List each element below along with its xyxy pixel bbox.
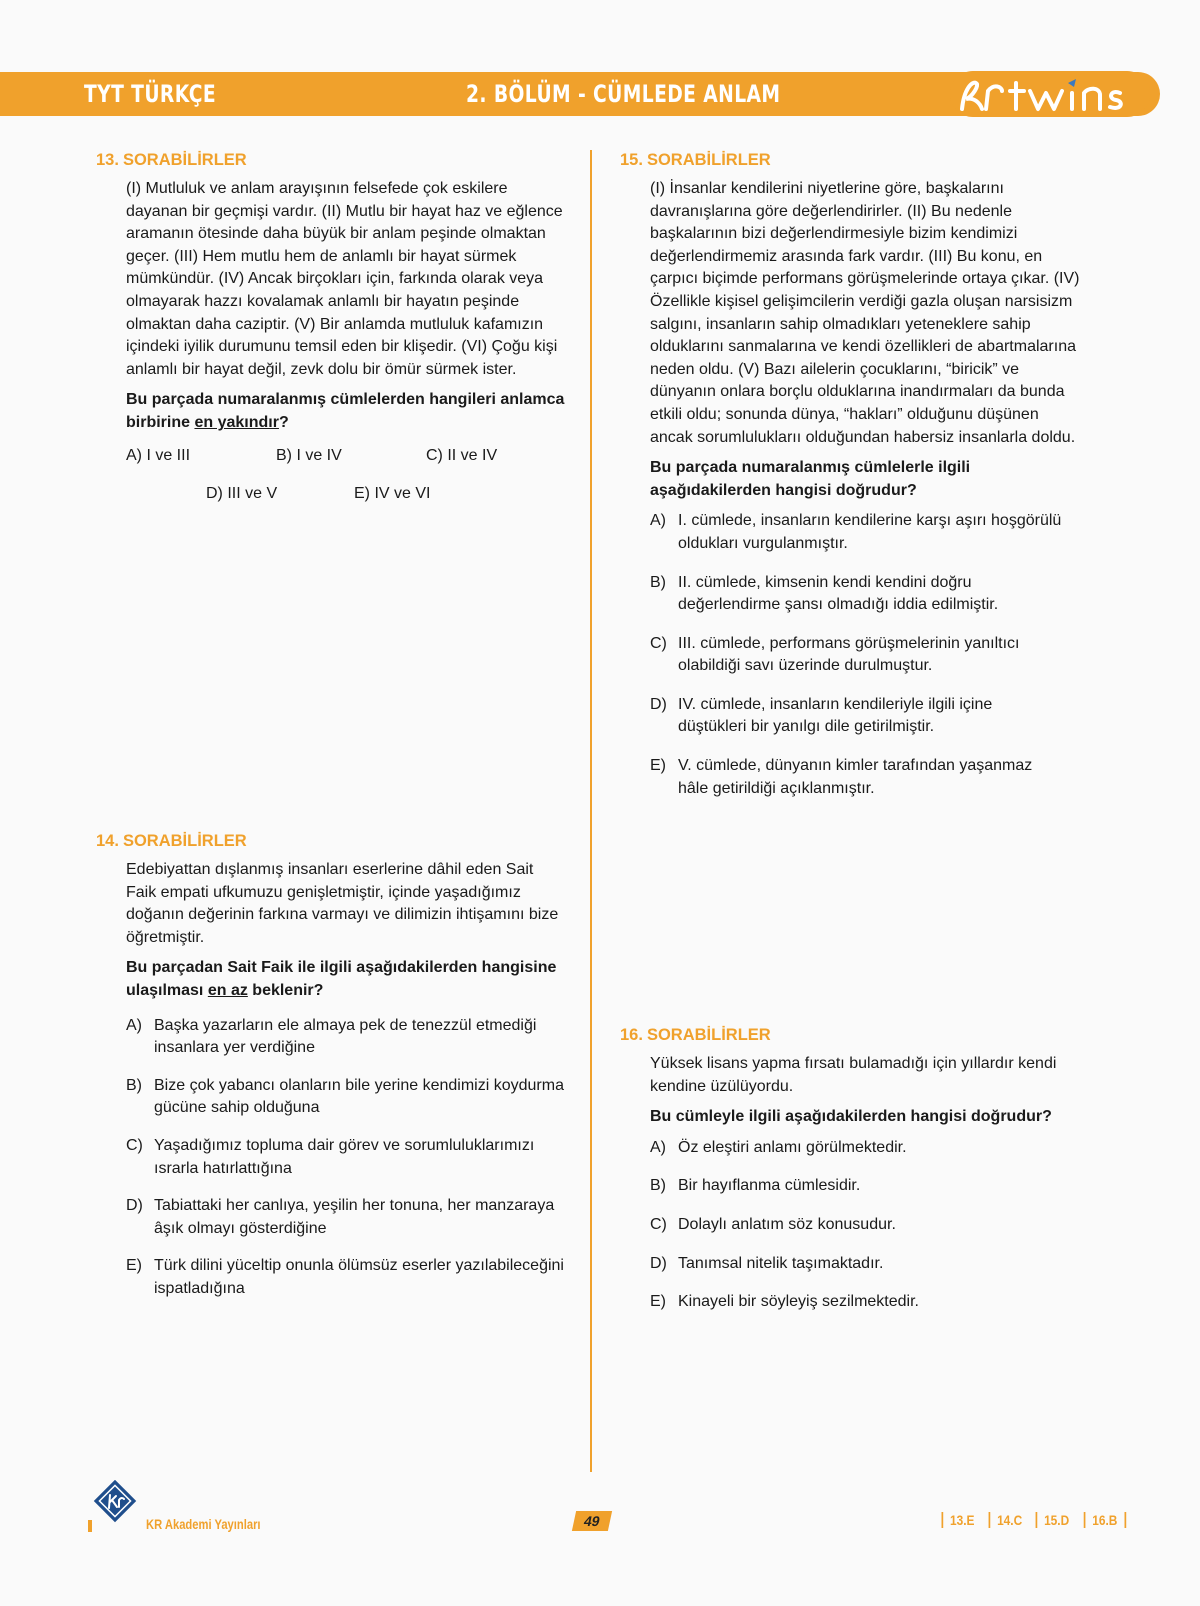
option-d[interactable]: D) III ve V: [206, 484, 278, 502]
question-16-header: [620, 1026, 1098, 1045]
kr-akademi-logo: [88, 1480, 138, 1532]
question-15-header: [620, 151, 1098, 170]
kr-twins-logo: [950, 69, 1150, 119]
option-d[interactable]: D) IV. cümlede, insanların kendileriyle ilgili içine düştükleri bir yanılgı dile getirilmiştir.: [650, 695, 993, 736]
option-d[interactable]: D) Tabiattaki her canlıya, yeşilin her tonuna, her manzaraya âşık olmayı gösterdiğine: [126, 1197, 555, 1237]
sorabilirler-tag: SORABİLİRLER: [646, 151, 771, 169]
question-16-options: [620, 1137, 1098, 1314]
option-c[interactable]: C) Dolaylı anlatım söz konusudur.: [650, 1215, 896, 1233]
question-15-stem: Bu parçada numaralanmış cümlelerle ilgili aşağıdakilerden hangisi doğrudur?: [650, 459, 971, 499]
question-16-passage: Yüksek lisans yapma fırsatı bulamadığı için yıllardır kendi kendine üzülüyordu.: [650, 1055, 1057, 1095]
option-b[interactable]: B) Bize çok yabancı olanların bile yerine kendimizi koydurma gücüne sahip olduğuna: [126, 1076, 564, 1117]
page-number: 49: [572, 1511, 612, 1531]
publisher-name: KR Akademi Yayınları: [146, 1516, 261, 1532]
option-a[interactable]: A) I ve III: [126, 446, 191, 464]
subject-title: TYT TÜRKÇE: [84, 80, 217, 108]
answer-15: 15.D: [1036, 1512, 1076, 1528]
answer-16: 16.B: [1084, 1512, 1126, 1528]
page-header-bar: [0, 72, 1160, 116]
question-13-passage: (I) Mutluluk ve anlam arayışının felsefede çok eskilere dayanan bir geçmişi vardır. (II) Mutlu bir hayat haz ve eğlence aramanın ötesinde daha büyük bir anlam peşinde olmaktan geçer. (III) Hem mutlu hem de anlamlı bir hayat sürmek mümkündür. (IV) Ancak birçokları için, farkında olarak veya olmayarak hazzı kovalamak anlamlı bir hayatın peşinde olmaktan daha caziptir. (V) Bir anlamda mutluluk kafamızın içindeki iyilik durumunu temsil eden bir klişedir. (VI) Çoğu kişi anlamlı bir hayat değil, zevk dolu bir ömür sürmek ister.: [126, 180, 563, 378]
answer-14: 14.C: [988, 1512, 1028, 1528]
option-c[interactable]: C) III. cümlede, performans görüşmelerinin yanıltıcı olabildiği savı üzerinde durulmuştur.: [650, 634, 1020, 675]
option-c[interactable]: C) II ve IV: [426, 446, 498, 464]
sorabilirler-tag: SORABİLİRLER: [646, 1026, 771, 1044]
question-15: [620, 151, 1098, 800]
option-d[interactable]: D) Tanımsal nitelik taşımaktadır.: [650, 1254, 884, 1272]
question-13-number: 13.: [96, 151, 119, 169]
question-14-passage: Edebiyattan dışlanmış insanları eserlerine dâhil eden Sait Faik empati ufkumuzu genişletmiştir, içinde yaşadığımız doğanın değerinin farkına varmayı ve dilimizin ihtişamını bize öğretmiştir.: [126, 861, 559, 946]
option-e[interactable]: E) Türk dilini yüceltip onunla ölümsüz eserler yazılabileceğini ispatladığına: [126, 1257, 564, 1297]
question-13-header: [96, 151, 566, 170]
question-14-stem: Bu parçadan Sait Faik ile ilgili aşağıdakilerden hangisine ulaşılması en az beklenir?: [126, 959, 557, 999]
option-a[interactable]: A) Başka yazarların ele almaya pek de tenezzül etmediği insanlara yer verdiğine: [126, 1016, 537, 1057]
option-b[interactable]: B) II. cümlede, kimsenin kendi kendini doğru değerlendirme şansı olmadığı iddia edilmiştir.: [650, 573, 999, 614]
question-15-passage: (I) İnsanlar kendilerini niyetlerine göre, başkalarını davranışlarına göre değerlendirirler. (II) Bu nedenle başkalarının bizi değerlendirmesiyle bizim kendimizi değerlendirmemiz arasında fark vardır. (III) Bu konu, en çarpıcı biçimde performans görüşmelerinde ortaya çıkar. (IV) Özellikle kişisel gelişimcilerin verdiği gazla oluşan narsisizm salgını, insanların sahip olmadıkları yeteneklere sahip olduklarını sanmalarına ve kendi özellikleri de abartmalarına neden oldu. (V) Bazı ailelerin çocuklarını, “biricik” ve dünyanın onlara borçlu olduklarına inandırmaları da bunda etkili oldu; sonunda dünya, “hakları” olduğunu düşünen ancak sorumluluklarıı olduğundan habersiz insanlarla doldu.: [650, 180, 1080, 446]
question-14: [96, 832, 574, 1301]
option-a[interactable]: A) I. cümlede, insanların kendilerine karşı aşırı hoşgörülü oldukları vurgulanmıştır.: [650, 512, 1062, 552]
question-16: [620, 1026, 1098, 1314]
option-b[interactable]: B) I ve IV: [276, 446, 342, 464]
question-13-options: [126, 447, 566, 527]
question-14-options: [96, 1015, 574, 1301]
answer-key: [938, 1512, 1130, 1528]
question-13-stem: Bu parçada numaralanmış cümlelerden hangileri anlamca birbirine en yakındır?: [126, 391, 565, 431]
option-a[interactable]: A) Öz eleştiri anlamı görülmektedir.: [650, 1138, 907, 1156]
option-b[interactable]: B) Bir hayıflanma cümlesidir.: [650, 1177, 861, 1195]
section-title: 2. BÖLÜM - CÜMLEDE ANLAM: [466, 80, 781, 108]
answer-13: 13.E: [942, 1512, 982, 1528]
option-e[interactable]: E) Kinayeli bir söyleyiş sezilmektedir.: [650, 1293, 919, 1311]
question-15-number: 15.: [620, 151, 643, 169]
question-16-stem: Bu cümleyle ilgili aşağıdakilerden hangisi doğrudur?: [650, 1108, 1052, 1126]
option-c[interactable]: C) Yaşadığımız topluma dair görev ve sorumluluklarımızı ısrarla hatırlattığına: [126, 1136, 535, 1177]
option-e[interactable]: E) V. cümlede, dünyanın kimler tarafından yaşanmaz hâle getirildiği açıklanmıştır.: [650, 757, 1033, 797]
question-13: [96, 151, 566, 527]
sorabilirler-tag: SORABİLİRLER: [122, 151, 247, 169]
option-e[interactable]: E) IV ve VI: [354, 484, 431, 502]
question-16-number: 16.: [620, 1026, 643, 1044]
column-divider: [590, 150, 592, 1472]
sorabilirler-tag: SORABİLİRLER: [122, 832, 247, 850]
question-14-header: [96, 832, 574, 851]
question-14-number: 14.: [96, 832, 119, 850]
question-15-options: [620, 510, 1098, 800]
